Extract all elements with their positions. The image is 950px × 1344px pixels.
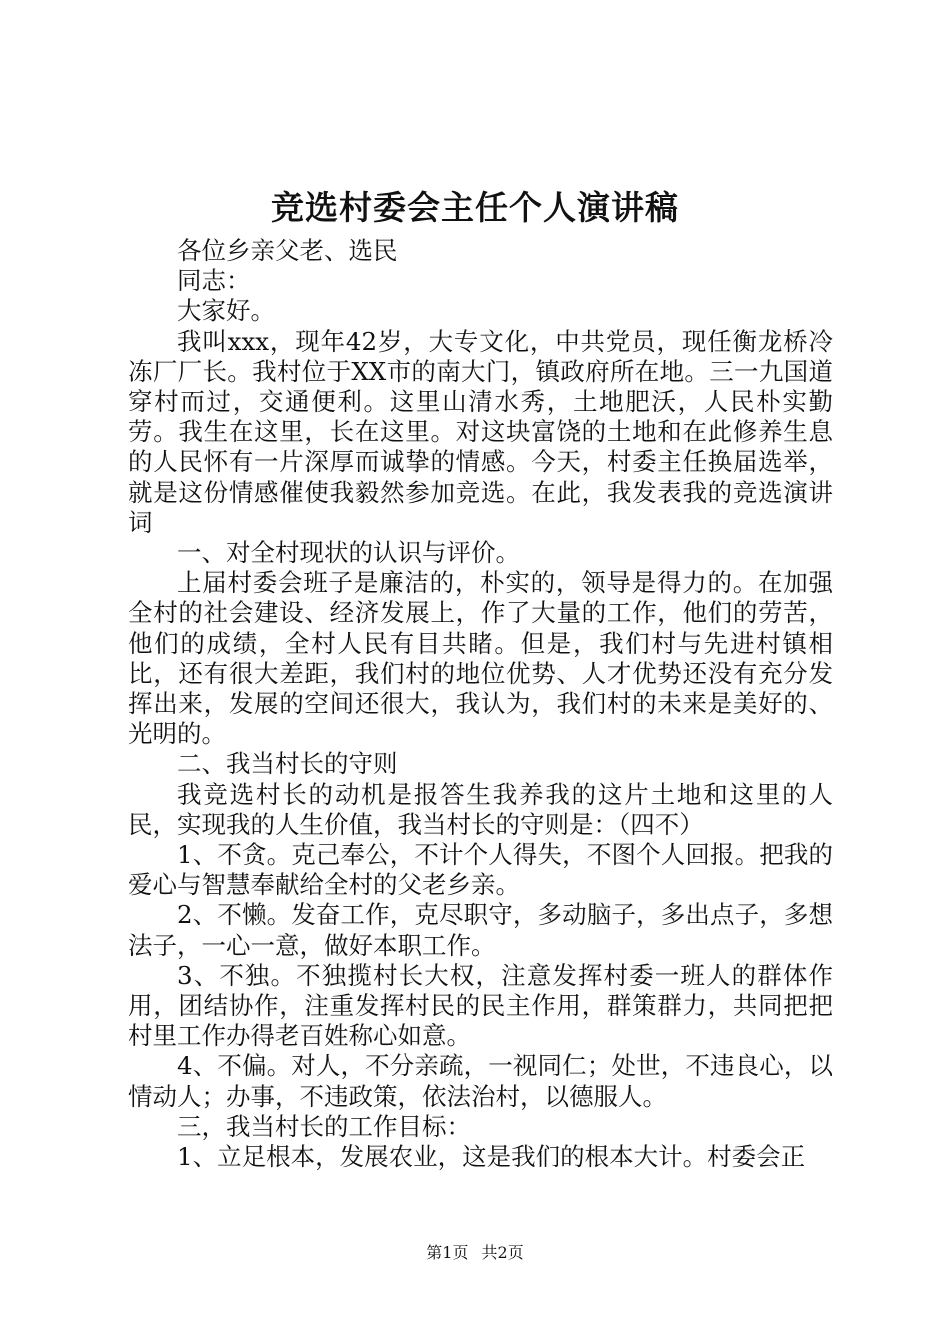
paragraph: 一、对全村现状的认识与评价。 — [177, 538, 520, 568]
paragraph: 3、不独。不独揽村长大权，注意发挥村委一班人的群体作用，团结协作，注重发挥村民的民主作用，群策群力，共同把把村里工作办得老百姓称心如意。 — [128, 960, 833, 1051]
paragraph: 上届村委会班子是廉洁的，朴实的，领导是得力的。在加强全村的社会建设、经济发展上，作了大量的工作，他们的劳苦，他们的成绩，全村人民有目共睹。但是，我们村与先进村镇相比，还有很大差距，我们村的地位优势、人才优势还没有充分发挥出来，发展的空间还很大，我认为，我们村的未来是美好的、光明的。 — [128, 568, 833, 749]
paragraph: 二、我当村长的守则 — [177, 749, 398, 779]
document-body — [128, 236, 833, 1172]
page-total: 共2页 — [481, 1243, 524, 1262]
paragraph: 各位乡亲父老、选民 — [177, 236, 398, 265]
paragraph: 大家好。 — [177, 296, 275, 326]
paragraph: 1、不贪。克己奉公，不计个人得失，不图个人回报。把我的爱心与智慧奉献给全村的父老乡亲。 — [128, 840, 833, 900]
paragraph: 同志： — [177, 266, 251, 296]
paragraph: 2、不懒。发奋工作，克尽职守，多动脑子，多出点子，多想法子，一心一意，做好本职工作。 — [128, 900, 833, 960]
page-footer — [0, 1242, 950, 1264]
paragraph: 我竞选村长的动机是报答生我养我的这片土地和这里的人民，实现我的人生价值，我当村长的守则是：（四不） — [128, 779, 833, 839]
paragraph: 4、不偏。对人，不分亲疏，一视同仁；处世，不违良心，以情动人；办事，不违政策，依法治村，以德服人。 — [128, 1051, 833, 1111]
page-number: 第1页 — [426, 1243, 469, 1262]
paragraph: 1、立足根本，发展农业，这是我们的根本大计。村委会正 — [177, 1142, 806, 1172]
paragraph: 三，我当村长的工作目标： — [177, 1111, 471, 1141]
paragraph: 我叫xxx，现年42岁，大专文化，中共党员，现任衡龙桥冷冻厂厂长。我村位于XX市的南大门，镇政府所在地。三一九国道穿村而过，交通便利。这里山清水秀，土地肥沃，人民朴实勤劳。我生在这里，长在这里。对这块富饶的土地和在此修养生息的人民怀有一片深厚而诚挚的情感。今天，村委主任换届选举，就是这份情感催使我毅然参加竞选。在此，我发表我的竞选演讲词 — [128, 326, 833, 537]
document-title: 竞选村委会主任个人演讲稿 — [271, 188, 679, 227]
